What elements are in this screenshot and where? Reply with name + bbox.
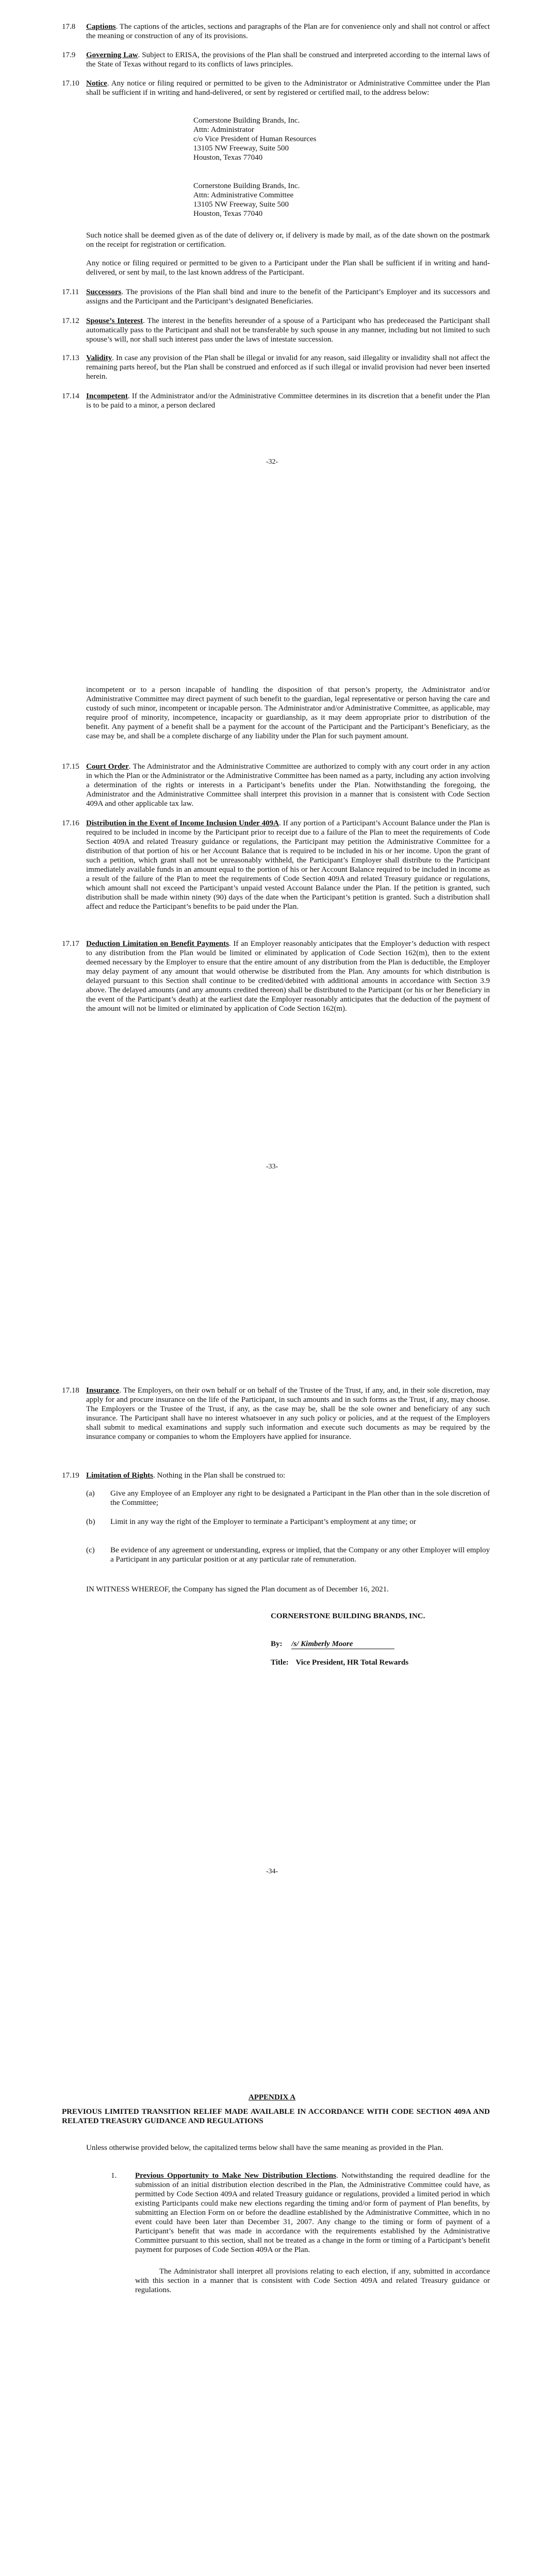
witness-paragraph: IN WITNESS WHEREOF, the Company has signed the Plan document as of December 16, 2021. <box>86 1585 389 1594</box>
signatory-title <box>271 1658 408 1667</box>
address-line: 13105 NW Freeway, Suite 500 <box>193 200 289 209</box>
appendix-title: APPENDIX A <box>248 2093 296 2102</box>
section-title: Validity <box>86 354 112 362</box>
title-value: Vice President, HR Total Rewards <box>295 1658 409 1667</box>
section-text: . If any portion of a Participant’s Account Balance under the Plan is required to be included in income by the Participant prior to receipt due to a failure of the Plan to meet the requirements of Code Section 409A and related Treasury guidance or regulations, the Participant may petition the Administrative Committee for a distribution of that portion of his or her Account Balance that is required to be included in his or her income. Upon the grant of such a petition, which grant shall not be unreasonably withheld, the Participant’s Employer shall distribute to the Participant immediately available funds in an amount equal to the portion of his or her Account Balance required to be included in income as a result of the failure of the Plan to meet the requirements of Code Section 409A and related Treasury guidance or regulations, which amount shall not exceed the Participant’s unpaid vested Account Balance under the Plan. If the petition is granted, such distribution shall be made within ninety (90) days of the date when the Participant’s petition is granted. Such a distribution shall affect and reduce the Participant’s benefits to be paid under the Plan. <box>86 819 490 911</box>
section-number: 17.9 <box>62 51 76 59</box>
section-title: Notice <box>86 79 107 88</box>
section-number: 17.14 <box>62 392 79 400</box>
committee-address <box>193 181 348 218</box>
section-number: 17.10 <box>62 79 79 88</box>
appendix-item-1-paragraph: The Administrator shall interpret all provisions relating to each election, if any, submitted in accordance with this section in a manner that is consistent with Code Section 409A and related Treasury guidance or regulations. <box>135 2267 490 2294</box>
section-number: 17.12 <box>62 317 79 325</box>
section-text: . Any notice or filing required or permitted to be given to the Administrator or Administrative Committee under the Plan shall be sufficient if in writing and hand-delivered, or sent by registered or certified mail, to the address below: <box>86 79 490 97</box>
company-name: CORNERSTONE BUILDING BRANDS, INC. <box>271 1612 425 1620</box>
appendix-heading: PREVIOUS LIMITED TRANSITION RELIEF MADE AVAILABLE IN ACCORDANCE WITH CODE SECTION 409A AND RELATED TREASURY GUIDANCE AND REGULATIONS <box>62 2108 490 2125</box>
section-number: 17.19 <box>62 1471 79 1480</box>
section-text: . If the Administrator and/or the Administrative Committee determines in its discretion that a benefit under the Plan is to be paid to a minor, a person declared <box>86 392 490 410</box>
section-title: Court Order <box>86 762 129 771</box>
list-item-label: (c) <box>86 1546 95 1554</box>
section-text: . If an Employer reasonably anticipates that the Employer’s deduction with respect to any distribution from the Plan would be limited or eliminated by application of Code Section 162(m), then to the extent deemed necessary by the Employer to ensure that the entire amount of any distribution from the Plan is deductible, the Employer may delay payment of any amount that would otherwise be distributed from the Plan. Any amounts for which distribution is delayed pursuant to this Section shall continue to be credited/debited with additional amounts in accordance with Section 3.9 above. The delayed amounts (and any amounts credited thereon) shall be distributed to the Participant (or his or her Beneficiary in the event of the Participant’s death) at the earliest date the Employer reasonably anticipates that the deduction of the payment of the amount will not be limited or eliminated by application of Code Section 162(m). <box>86 940 490 1013</box>
section-text: . The interest in the benefits hereunder of a spouse of a Participant who has predeceased the Participant shall automatically pass to the Participant and shall not be transferable by such spouse in any manner, including but not limited to such spouse’s will, nor shall such interest pass under the laws of intestate succession. <box>86 317 490 344</box>
list-item-text: Be evidence of any agreement or understanding, express or implied, that the Company or any other Employer will employ a Participant in any particular position or at any particular rate of remuneration. <box>110 1546 490 1564</box>
address-line: c/o Vice President of Human Resources <box>193 135 317 143</box>
list-item-label: 1. <box>111 2172 117 2180</box>
page-number: -34- <box>266 1868 278 1875</box>
section-text: . In case any provision of the Plan shall be illegal or invalid for any reason, said illegality or invalidity shall not affect the remaining parts hereof, but the Plan shall be construed and enforced as if such illegal or invalid provision had never been inserted herein. <box>86 354 490 381</box>
address-line: Houston, Texas 77040 <box>193 154 263 162</box>
section-number: 17.15 <box>62 762 79 771</box>
signature-line <box>271 1639 394 1649</box>
address-line: Cornerstone Building Brands, Inc. <box>193 182 300 190</box>
address-line: 13105 NW Freeway, Suite 500 <box>193 144 289 152</box>
section-title: Distribution in the Event of Income Inclusion Under 409A <box>86 819 279 827</box>
item-title: Previous Opportunity to Make New Distribution Elections <box>135 2172 336 2180</box>
administrator-address <box>193 116 348 162</box>
incompetent-continuation: incompetent or to a person incapable of handling the disposition of that person’s property, the Administrator and/or Administrative Committee may direct payment of such benefit to the guardian, legal representative or person having the care and custody of such minor, incompetent or incapable person. The Administrator and/or Administrative Committee, as applicable, may require proof of minority, incompetence, incapacity or guardianship, as it may deem appropriate prior to distribution of the benefit. Any payment of a benefit shall be a payment for the account of the Participant and the Participant’s Beneficiary, as the case may be, and shall be a complete discharge of any liability under the Plan for such payment amount. <box>86 686 490 740</box>
list-item-label: (b) <box>86 1518 95 1526</box>
list-item-text: Limit in any way the right of the Employer to terminate a Participant’s employment at any time; or <box>110 1518 416 1526</box>
section-title: Governing Law <box>86 51 138 59</box>
section-number: 17.16 <box>62 819 79 827</box>
section-text: . Subject to ERISA, the provisions of the Plan shall be construed and interpreted according to the internal laws of the State of Texas without regard to its conflicts of laws principles. <box>86 51 490 69</box>
section-number: 17.11 <box>62 288 79 296</box>
address-line: Houston, Texas 77040 <box>193 210 263 218</box>
by-label: By: <box>271 1640 283 1648</box>
list-item-text: Give any Employee of an Employer any right to be designated a Participant in the Plan other than in the sole discretion of the Committee; <box>110 1489 490 1507</box>
section-number: 17.8 <box>62 23 76 31</box>
section-title: Captions <box>86 23 116 31</box>
section-title: Insurance <box>86 1386 120 1395</box>
section-text: . The Employers, on their own behalf or on behalf of the Trustee of the Trust, if any, and, in their sole discretion, may apply for and procure insurance on the life of the Participant, in such amounts and in such forms as the Trust, if any, may choose. The Employers or the Trustee of the Trust, if any, as the case may be, shall be the sole owner and beneficiary of any such insurance. The Participant shall have no interest whatsoever in any such policy or policies, and at the request of the Employers shall submit to medical examinations and supply such information and execute such documents as may be required by the insurance company or companies to whom the Employers have applied for insurance. <box>86 1386 490 1441</box>
address-line: Attn: Administrative Committee <box>193 191 294 199</box>
section-number: 17.18 <box>62 1386 79 1395</box>
section-title: Limitation of Rights <box>86 1471 154 1480</box>
notice-mail-paragraph: Such notice shall be deemed given as of the date of delivery or, if delivery is made by mail, as of the date shown on the postmark on the receipt for registration or certification. <box>86 231 490 249</box>
page-number: -33- <box>266 1163 278 1171</box>
section-title: Deduction Limitation on Benefit Payments <box>86 940 229 948</box>
section-text: . The captions of the articles, sections and paragraphs of the Plan are for convenience only and shall not control or affect the meaning or construction of any of its provisions. <box>86 23 490 40</box>
signature: /s/ Kimberly Moore <box>291 1639 394 1649</box>
list-item-label: (a) <box>86 1489 95 1498</box>
section-text: . The provisions of the Plan shall bind and inure to the benefit of the Participant’s Employer and its successors and assigns and the Participant and the Participant’s designated Beneficiaries. <box>86 288 490 306</box>
notice-participant-paragraph: Any notice or filing required or permitted to be given to a Participant under the Plan shall be sufficient if in writing and hand-delivered, or sent by mail, to the last known address of the Participant. <box>86 259 490 277</box>
page-number: -32- <box>266 458 278 466</box>
address-line: Cornerstone Building Brands, Inc. <box>193 116 300 125</box>
address-line: Attn: Administrator <box>193 126 254 134</box>
section-text: . The Administrator and the Administrative Committee are authorized to comply with any court order in any action in which the Plan or the Administrator or the Administrative Committee has been named as a party, including any action involving a determination of the rights or interests in a Participant’s benefits under the Plan. Notwithstanding the foregoing, the Administrator and the Administrative Committee shall interpret this provision in a manner that is consistent with Code Section 409A and other applicable tax law. <box>86 762 490 808</box>
section-title: Spouse’s Interest <box>86 317 143 325</box>
title-label: Title: <box>271 1658 289 1667</box>
appendix-intro: Unless otherwise provided below, the capitalized terms below shall have the same meaning as provided in the Plan. <box>86 2144 443 2152</box>
section-title: Incompetent <box>86 392 128 400</box>
section-title: Successors <box>86 288 122 296</box>
section-number: 17.13 <box>62 354 79 362</box>
section-text: . Nothing in the Plan shall be construed to: <box>153 1471 286 1480</box>
item-text: . Notwithstanding the required deadline for the submission of an initial distribution election described in the Plan, the Administrative Committee could have, as permitted by Code Section 409A and related Treasury guidance or regulations, provided a limited period in which existing Participants could make new elections regarding the timing and/or form of payment of Plan benefits, by submitting an Election Form on or before the deadline established by the Administrative Committee, which in no event could have been later than December 31, 2007. Any change to the timing or form of payment of a Participant’s benefit that was made in accordance with the requirements established by the Administrative Committee pursuant to this section, shall not be treated as a change in the form or timing of a Participant’s benefit payment for purposes of Code Section 409A or the Plan. <box>135 2172 490 2254</box>
section-number: 17.17 <box>62 940 79 948</box>
